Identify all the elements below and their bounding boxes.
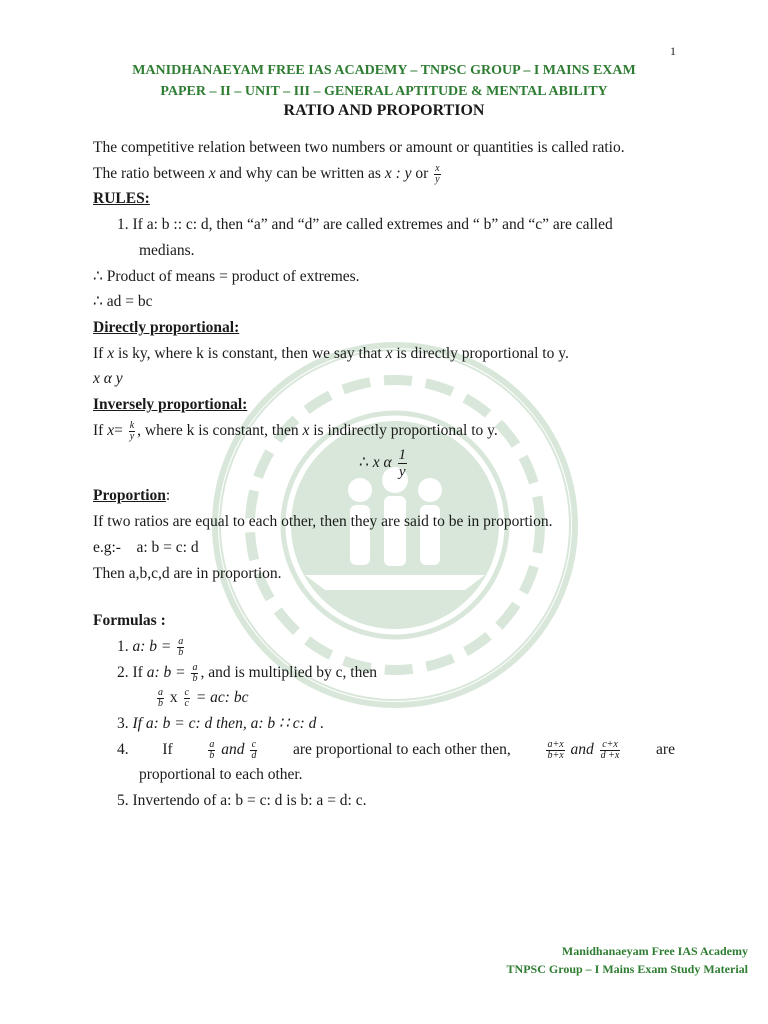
- ratio-notation-line: The ratio between x and why can be written as x : y or $\frac{x}{y}$: [93, 162, 440, 185]
- rule-therefore-2: ∴ ad = bc: [93, 293, 153, 311]
- direct-text: If x is ky, where k is constant, then we say that x is directly proportional to y.: [93, 344, 569, 362]
- fraction-1-over-y: $\frac{1}{y}$: [398, 447, 406, 481]
- fraction-k-over-y: $\frac{k}{y}$: [129, 419, 135, 442]
- fraction-x-over-y: $\frac{x}{y}$: [435, 162, 440, 185]
- proportion-example: e.g:- a: b = c: d: [93, 538, 199, 556]
- formula-5: 5. Invertendo of a: b = c: d is b: a = d: c.: [117, 792, 367, 810]
- proportion-heading: Proportion: [93, 487, 166, 505]
- formula-4: 4. If $\frac{a}{b}$ and $\frac{c}{d}$ are proportional to each other then, $\frac{a+x}{b+x}$ and $\frac{c+x}{d +x}$ are: [117, 738, 675, 761]
- formula-4-continued: proportional to each other.: [139, 766, 303, 784]
- page-title: RATIO AND PROPORTION: [283, 102, 485, 119]
- intro-paragraph: The competitive relation between two numbers or amount or quantities is called ratio.: [93, 139, 625, 156]
- footer-line-2: TNPSC Group – I Mains Exam Study Material: [506, 962, 748, 976]
- footer-line-1: Manidhanaeyam Free IAS Academy: [561, 944, 748, 958]
- rule-item-1: 1. If a: b :: c: d, then “a” and “d” are called extremes and “ b” and “c” are called: [117, 216, 613, 234]
- formula-2: 2. If a: b = $\frac{a}{b}$ , and is multiplied by c, then: [117, 661, 377, 684]
- inverse-text: If x= $\frac{k}{y}$ , where k is constant, then x is indirectly proportional to y.: [93, 419, 498, 442]
- rules-heading: RULES:: [93, 190, 150, 208]
- formulas-heading: Formulas :: [93, 612, 166, 630]
- formula-2-expansion: $\frac{a}{b}$ x $\frac{c}{c}$ = ac: bc: [158, 687, 249, 710]
- proportion-heading-line: Proportion:: [93, 487, 171, 505]
- page-number: 1: [670, 44, 676, 58]
- direct-formula: x α y: [93, 370, 123, 388]
- rule-therefore-1: ∴ Product of means = product of extremes.: [93, 267, 360, 285]
- proportion-line-3: Then a,b,c,d are in proportion.: [93, 564, 282, 582]
- inverse-heading: Inversely proportional:: [93, 396, 248, 414]
- direct-heading: Directly proportional:: [93, 318, 240, 336]
- proportion-line-1: If two ratios are equal to each other, then they are said to be in proportion.: [93, 513, 553, 531]
- header-line-1: MANIDHANAEYAM FREE IAS ACADEMY – TNPSC GROUP – I MAINS EXAM: [132, 63, 636, 78]
- document-body: [93, 135, 675, 814]
- formula-1: 1. a: b = $\frac{a}{b}$: [117, 635, 184, 658]
- rule-item-1-continued: medians.: [139, 241, 195, 259]
- header-line-2: PAPER – II – UNIT – III – GENERAL APTITUDE & MENTAL ABILITY: [160, 84, 608, 99]
- formula-3: 3. If a: b = c: d then, a: b ∷ c: d .: [117, 715, 325, 733]
- inverse-formula: ∴ x α $\frac{1}{y}$: [358, 447, 406, 481]
